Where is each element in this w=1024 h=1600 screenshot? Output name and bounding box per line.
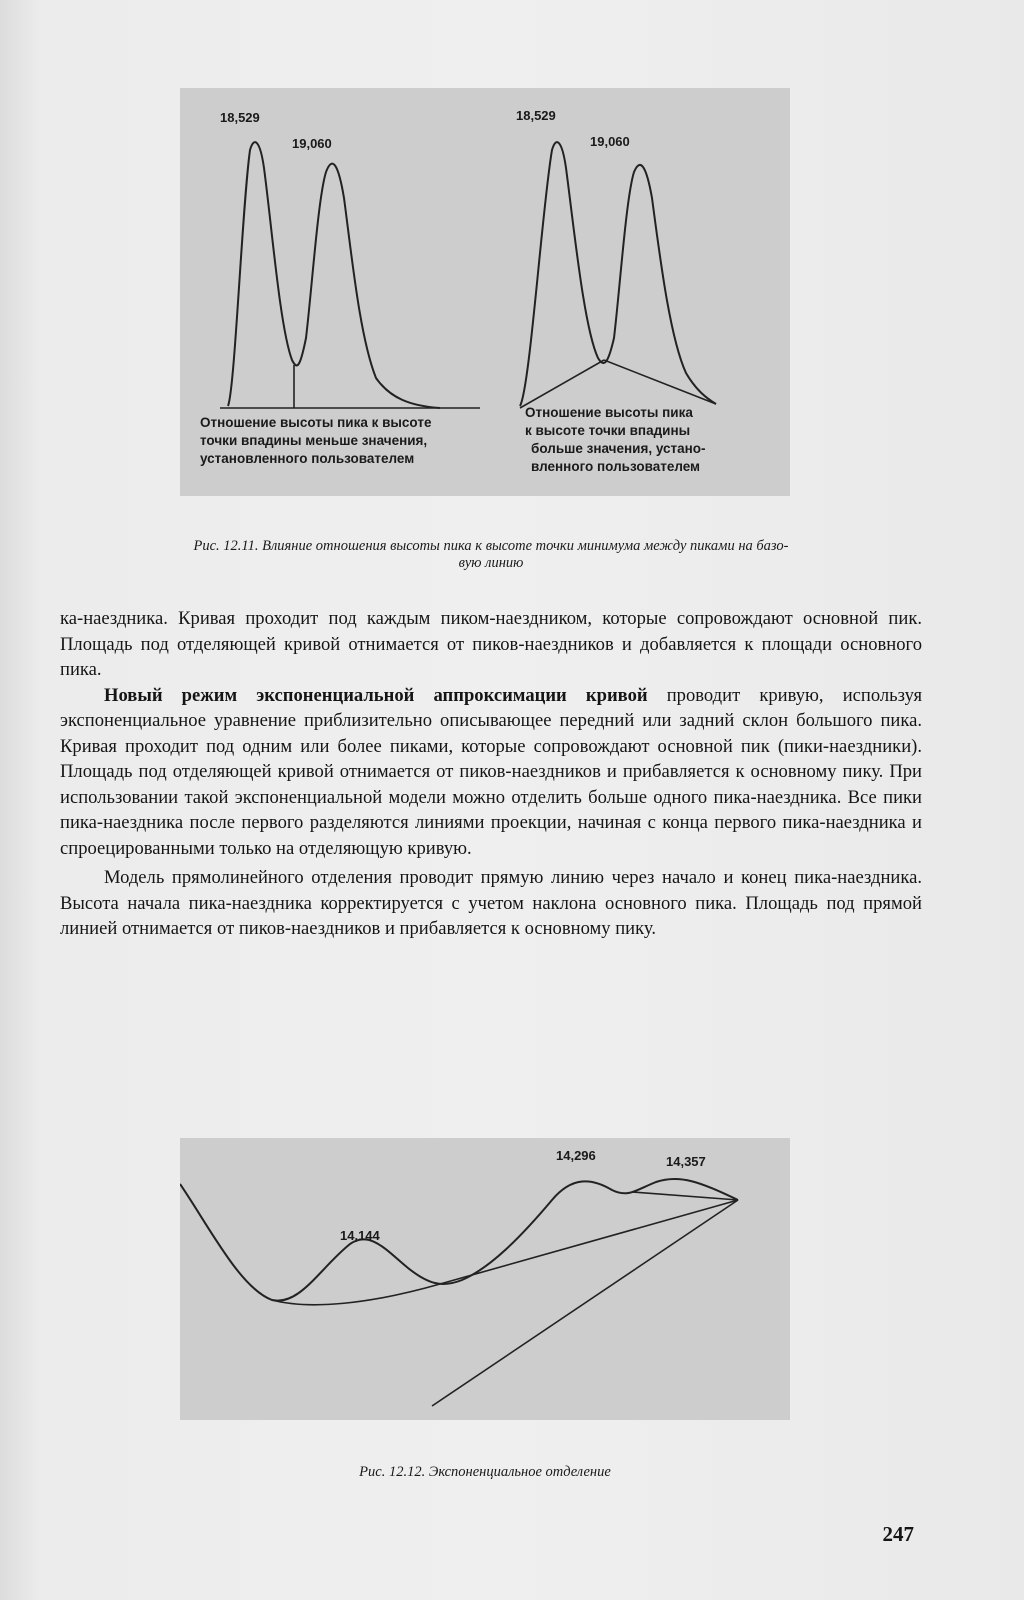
peak-14357-label: 14,357 <box>666 1154 706 1169</box>
left-caption-line-3: установленного пользователем <box>200 451 415 466</box>
paragraph-2-text: проводит кривую, используя экспоненциальное уравнение приблизительно описывающее передний или задний склон большого пика. Кривая проходит под одним или более пиками, которые сопровождают основной пик (пики-наездники). Площадь под отделяющей кривой отнимается от пиков-наездников и прибавляется к основному пику. При использовании такой экспоненциальной модели можно отделить больше одного пика-наездника. Все пики пика-наездника после первого разделяются линиями проекции, начиная с конца первого пика-наездника и спроецированными только на отделяющую кривую. <box>60 684 922 859</box>
peak-14296-label: 14,296 <box>556 1148 596 1163</box>
page-number: 247 <box>882 1522 914 1546</box>
left-caption-line-2: точки впадины меньше значения, <box>200 433 428 448</box>
body-text <box>60 606 922 942</box>
figure-12-12-caption: Рис. 12.12. Экспоненциальное отделение <box>359 1464 611 1480</box>
figure-12-11-caption <box>60 538 922 572</box>
right-panel-caption <box>525 404 706 476</box>
left-chromatogram-curve <box>228 142 440 408</box>
right-chromatogram-curve <box>520 142 716 406</box>
right-baseline-b <box>604 360 716 404</box>
right-caption-line-1: Отношение высоты пика <box>525 405 693 420</box>
peak-14144-label: 14,144 <box>340 1228 380 1243</box>
figure-12-11 <box>180 88 790 496</box>
paragraph-1: ка-наездника. Кривая проходит под каждым пиком-наездником, которые сопровождают основной пик. Площадь под отделяющей кривой отнимается от пиков-наездников и добавляется к площади основного пика. <box>60 608 922 680</box>
signal-curve <box>180 1179 738 1301</box>
figure-12-11-caption-line-2: вую линию <box>458 555 524 571</box>
right-peak1-label: 18,529 <box>516 108 556 123</box>
right-peak2-label: 19,060 <box>590 134 630 149</box>
lower-diagonal-line <box>432 1200 738 1406</box>
left-peak2-label: 19,060 <box>292 136 332 151</box>
figure-12-11-caption-line-1: Рис. 12.11. Влияние отношения высоты пика к высоте точки минимума между пиками на базо- <box>193 538 789 554</box>
paragraph-2 <box>60 683 922 862</box>
paragraph-3: Модель прямолинейного отделения проводит прямую линию через начало и конец пика-наездника. Высота начала пика-наездника корректируется с учетом наклона основного пика. Площадь под прямой линией отнимается от пиков-наездников и прибавляется к основному пику. <box>60 867 922 939</box>
exponential-skim-chromatogram <box>180 1138 790 1420</box>
right-baseline-a <box>520 360 604 408</box>
left-peak1-label: 18,529 <box>220 110 260 125</box>
right-caption-line-3: больше значения, устано- <box>531 441 706 456</box>
paragraph-2-bold-term: Новый режим экспоненциальной аппроксимации кривой <box>104 684 648 706</box>
left-panel-caption <box>200 414 431 468</box>
right-caption-line-2: к высоте точки впадины <box>525 423 691 438</box>
figure-12-12 <box>180 1138 790 1420</box>
left-caption-line-1: Отношение высоты пика к высоте <box>200 415 432 430</box>
tangent-line-1 <box>440 1200 738 1284</box>
right-caption-line-4: вленного пользователем <box>531 459 701 474</box>
